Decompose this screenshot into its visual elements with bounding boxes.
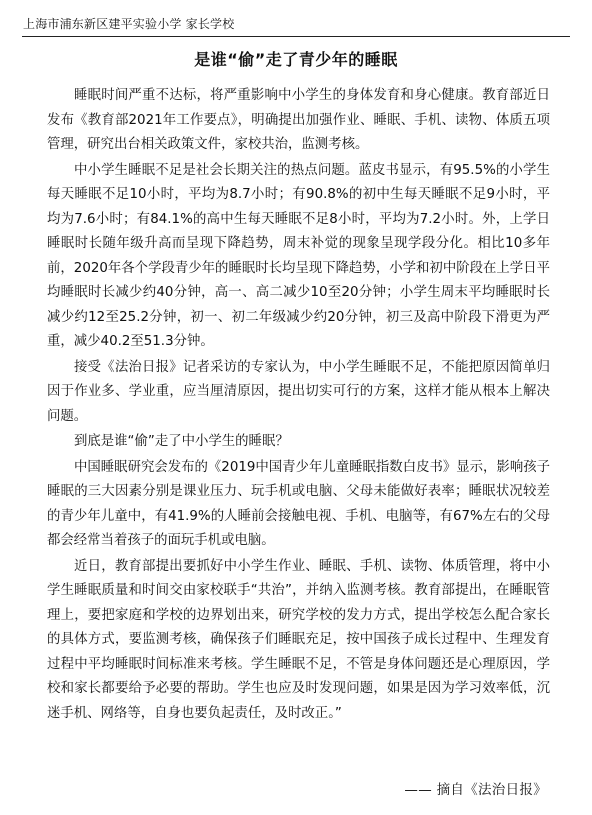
paragraph-2: 中小学生睡眠不足是社会长期关注的热点问题。蓝皮书显示，有95.5%的小学生每天睡眠不足10小时，平均为8.7小时；有90.8%的初中生每天睡眠不足9小时，平均为7.6小时；有84.1%的高中生每天睡眠不足8小时，平均为7.2小时。外，上学日睡眠时长随年级升高而呈现下降趋势，周末补觉的现象呈现学段分化。相比10多年前，2020年各个学段青少年的睡眠时长均呈现下降趋势，小学和初中阶段在上学日平均睡眠时长减少约40分钟，高一、高二减少10至20分钟；小学生周末平均睡眠时长减少约12至25.2分钟，初一、初二年级减少约20分钟，初三及高中阶段下滑更为严重，减少40.2至51.3分钟。 <box>47 162 550 349</box>
paragraph-4: 到底是谁“偷”走了中小学生的睡眠？ <box>74 434 289 449</box>
source-byline: —— 摘自《法治日报》 <box>404 782 547 798</box>
article-title: 是谁“偷”走了青少年的睡眠 <box>194 50 398 69</box>
paragraph-5: 中国睡眠研究会发布的《2019中国青少年儿童睡眠指数白皮书》显示，影响孩子睡眠的三大因素分别是课业压力、玩手机或电脑、父母未能做好表率；睡眠状况较差的青少年儿童中，有41.9%的人睡前会接触电视、手机、电脑等，有67%左右的父母都会经常当着孩子的面玩手机或电脑。 <box>47 459 550 548</box>
header-divider <box>22 36 570 37</box>
paragraph-3: 接受《法治日报》记者采访的专家认为，中小学生睡眠不足，不能把原因简单归因于作业多、学业重，应当厘清原因，提出切实可行的方案，这样才能从根本上解决问题。 <box>47 359 550 424</box>
page-header: 上海市浦东新区建平实验小学 家长学校 <box>23 17 235 31</box>
paragraph-6: 近日，教育部提出要抓好中小学生作业、睡眠、手机、读物、体质管理，将中小学生睡眠质量和时间交由家校联手“共治”，并纳入监测考核。教育部提出，在睡眠管理上，要把家庭和学校的边界划出来，研究学校的发力方式，提出学校怎么配合家长的具体方式，要监测考核，确保孩子们睡眠充足，按中国孩子成长过程中、生理发育过程中平均睡眠时间标准来考核。学生睡眠不足，不管是身体问题还是心理原因，学校和家长都要给予必要的帮助。学生也应及时发现问题，如果是因为学习效率低，沉迷手机、网络等，自身也要负起责任，及时改正。” <box>47 558 550 721</box>
article-body <box>47 84 550 727</box>
paragraph-1: 睡眠时间严重不达标，将严重影响中小学生的身体发育和身心健康。教育部近日发布《教育部2021年工作要点》，明确提出加强作业、睡眠、手机、读物、体质五项管理，研究出台相关政策文件，家校共治，监测考核。 <box>47 88 550 152</box>
